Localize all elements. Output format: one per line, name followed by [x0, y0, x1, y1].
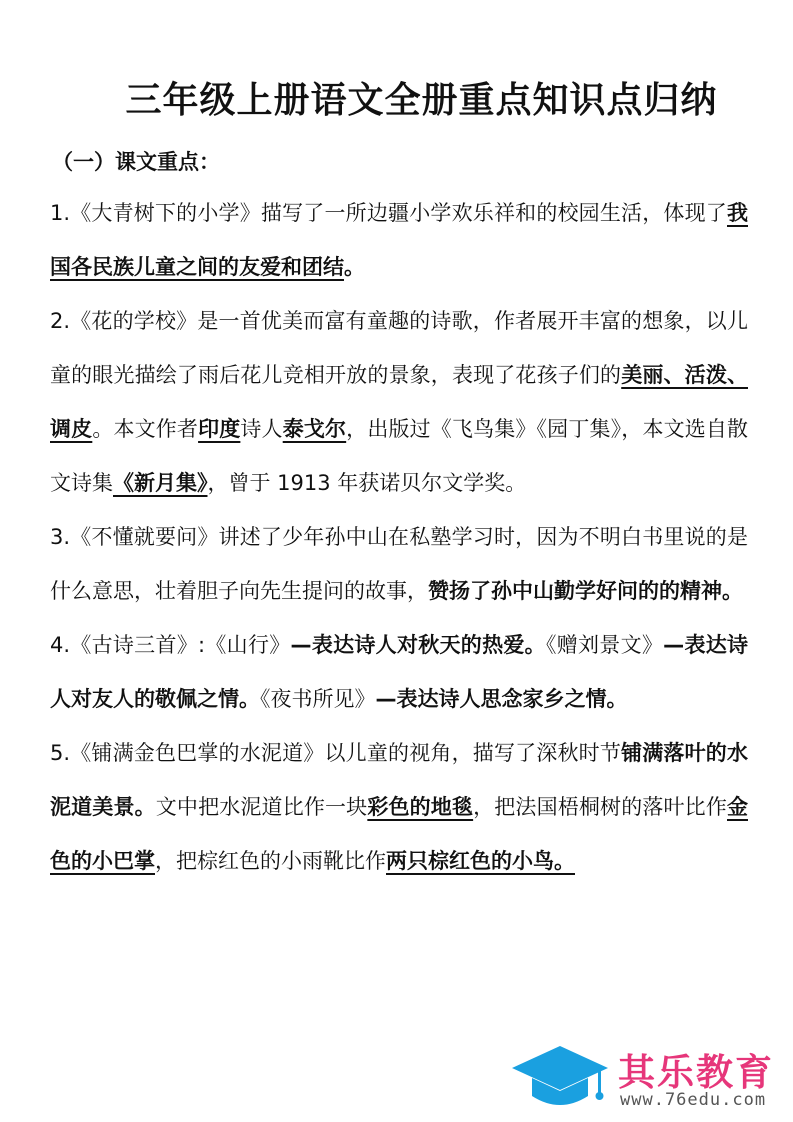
- paragraph-3: [50, 510, 748, 618]
- p5-emphasis-3: 金色的小巴掌: [50, 795, 748, 873]
- document-body: [50, 186, 748, 888]
- p4-text-3: 《夜书所见》: [260, 687, 376, 711]
- document-title: 三年级上册语文全册重点知识点归纳: [125, 80, 718, 121]
- p1-end: 。: [344, 255, 365, 279]
- p5-text-2: 文中把水泥道比作一块: [155, 795, 368, 819]
- p4-text: 4.《古诗三首》:《山行》: [50, 633, 291, 657]
- p3-emphasis: 赞扬了孙中山勤学好问的的精神。: [428, 579, 743, 603]
- paragraph-1: [50, 186, 748, 294]
- p4-emphasis-3: —表达诗人思念家乡之情。: [375, 687, 628, 711]
- p3-text: 3.《不懂就要问》讲述了少年孙中山在私塾学习时，因为不明白书里说的是什么意思，壮着胆子向先生提问的故事，: [50, 525, 748, 603]
- p2-emphasis-country: 印度: [198, 417, 241, 441]
- p2-text-5: ，曾于 1913 年获诺贝尔文学奖。: [207, 471, 527, 495]
- p2-emphasis-author: 泰戈尔: [282, 417, 347, 441]
- p2-text: 2.《花的学校》是一首优美而富有童趣的诗歌，作者展开丰富的想象，以儿童的眼光描绘了雨后花儿竞相开放的景象，表现了花孩子们的: [50, 309, 748, 387]
- p2-text-2: 。本文作者: [92, 417, 199, 441]
- p5-text: 5.《铺满金色巴掌的水泥道》以儿童的视角，描写了深秋时节: [50, 741, 622, 765]
- p1-text: 1.《大青树下的小学》描写了一所边疆小学欢乐祥和的校园生活，体现了: [50, 201, 727, 225]
- logo-url: www.76edu.com: [620, 1090, 767, 1110]
- p1-emphasis: 我国各民族儿童之间的友爱和团结: [50, 201, 748, 279]
- p5-emphasis-1: 铺满落叶的水泥道美景。: [50, 741, 748, 819]
- p5-emphasis-4: 两只棕红色的小鸟。: [386, 849, 575, 873]
- p2-emphasis-collection: 《新月集》: [113, 471, 208, 495]
- p4-emphasis-1: —表达诗人对秋天的热爱。: [290, 633, 546, 657]
- logo-name: 其乐教育: [618, 1051, 774, 1094]
- p2-text-4: ，出版过《飞鸟集》《园丁集》，本文选自散文诗集: [50, 417, 749, 495]
- p5-emphasis-2: 彩色的地毯: [367, 795, 474, 819]
- p4-emphasis-2: —表达诗人对友人的敬佩之情。: [50, 633, 749, 711]
- watermark-logo: [510, 1040, 785, 1115]
- p2-emphasis-traits: 美丽、活泼、调皮: [50, 363, 748, 441]
- p5-text-4: ，把棕红色的小雨靴比作: [155, 849, 386, 873]
- paragraph-2: [50, 294, 748, 510]
- paragraph-5: [50, 726, 748, 888]
- p4-text-2: 《赠刘景文》: [545, 633, 664, 657]
- p5-text-3: ，把法国梧桐树的落叶比作: [473, 795, 727, 819]
- paragraph-4: [50, 618, 748, 726]
- section-heading: （一）课文重点：: [52, 150, 220, 174]
- graduation-cap-icon: [510, 1044, 610, 1112]
- p2-text-3: 诗人: [240, 417, 283, 441]
